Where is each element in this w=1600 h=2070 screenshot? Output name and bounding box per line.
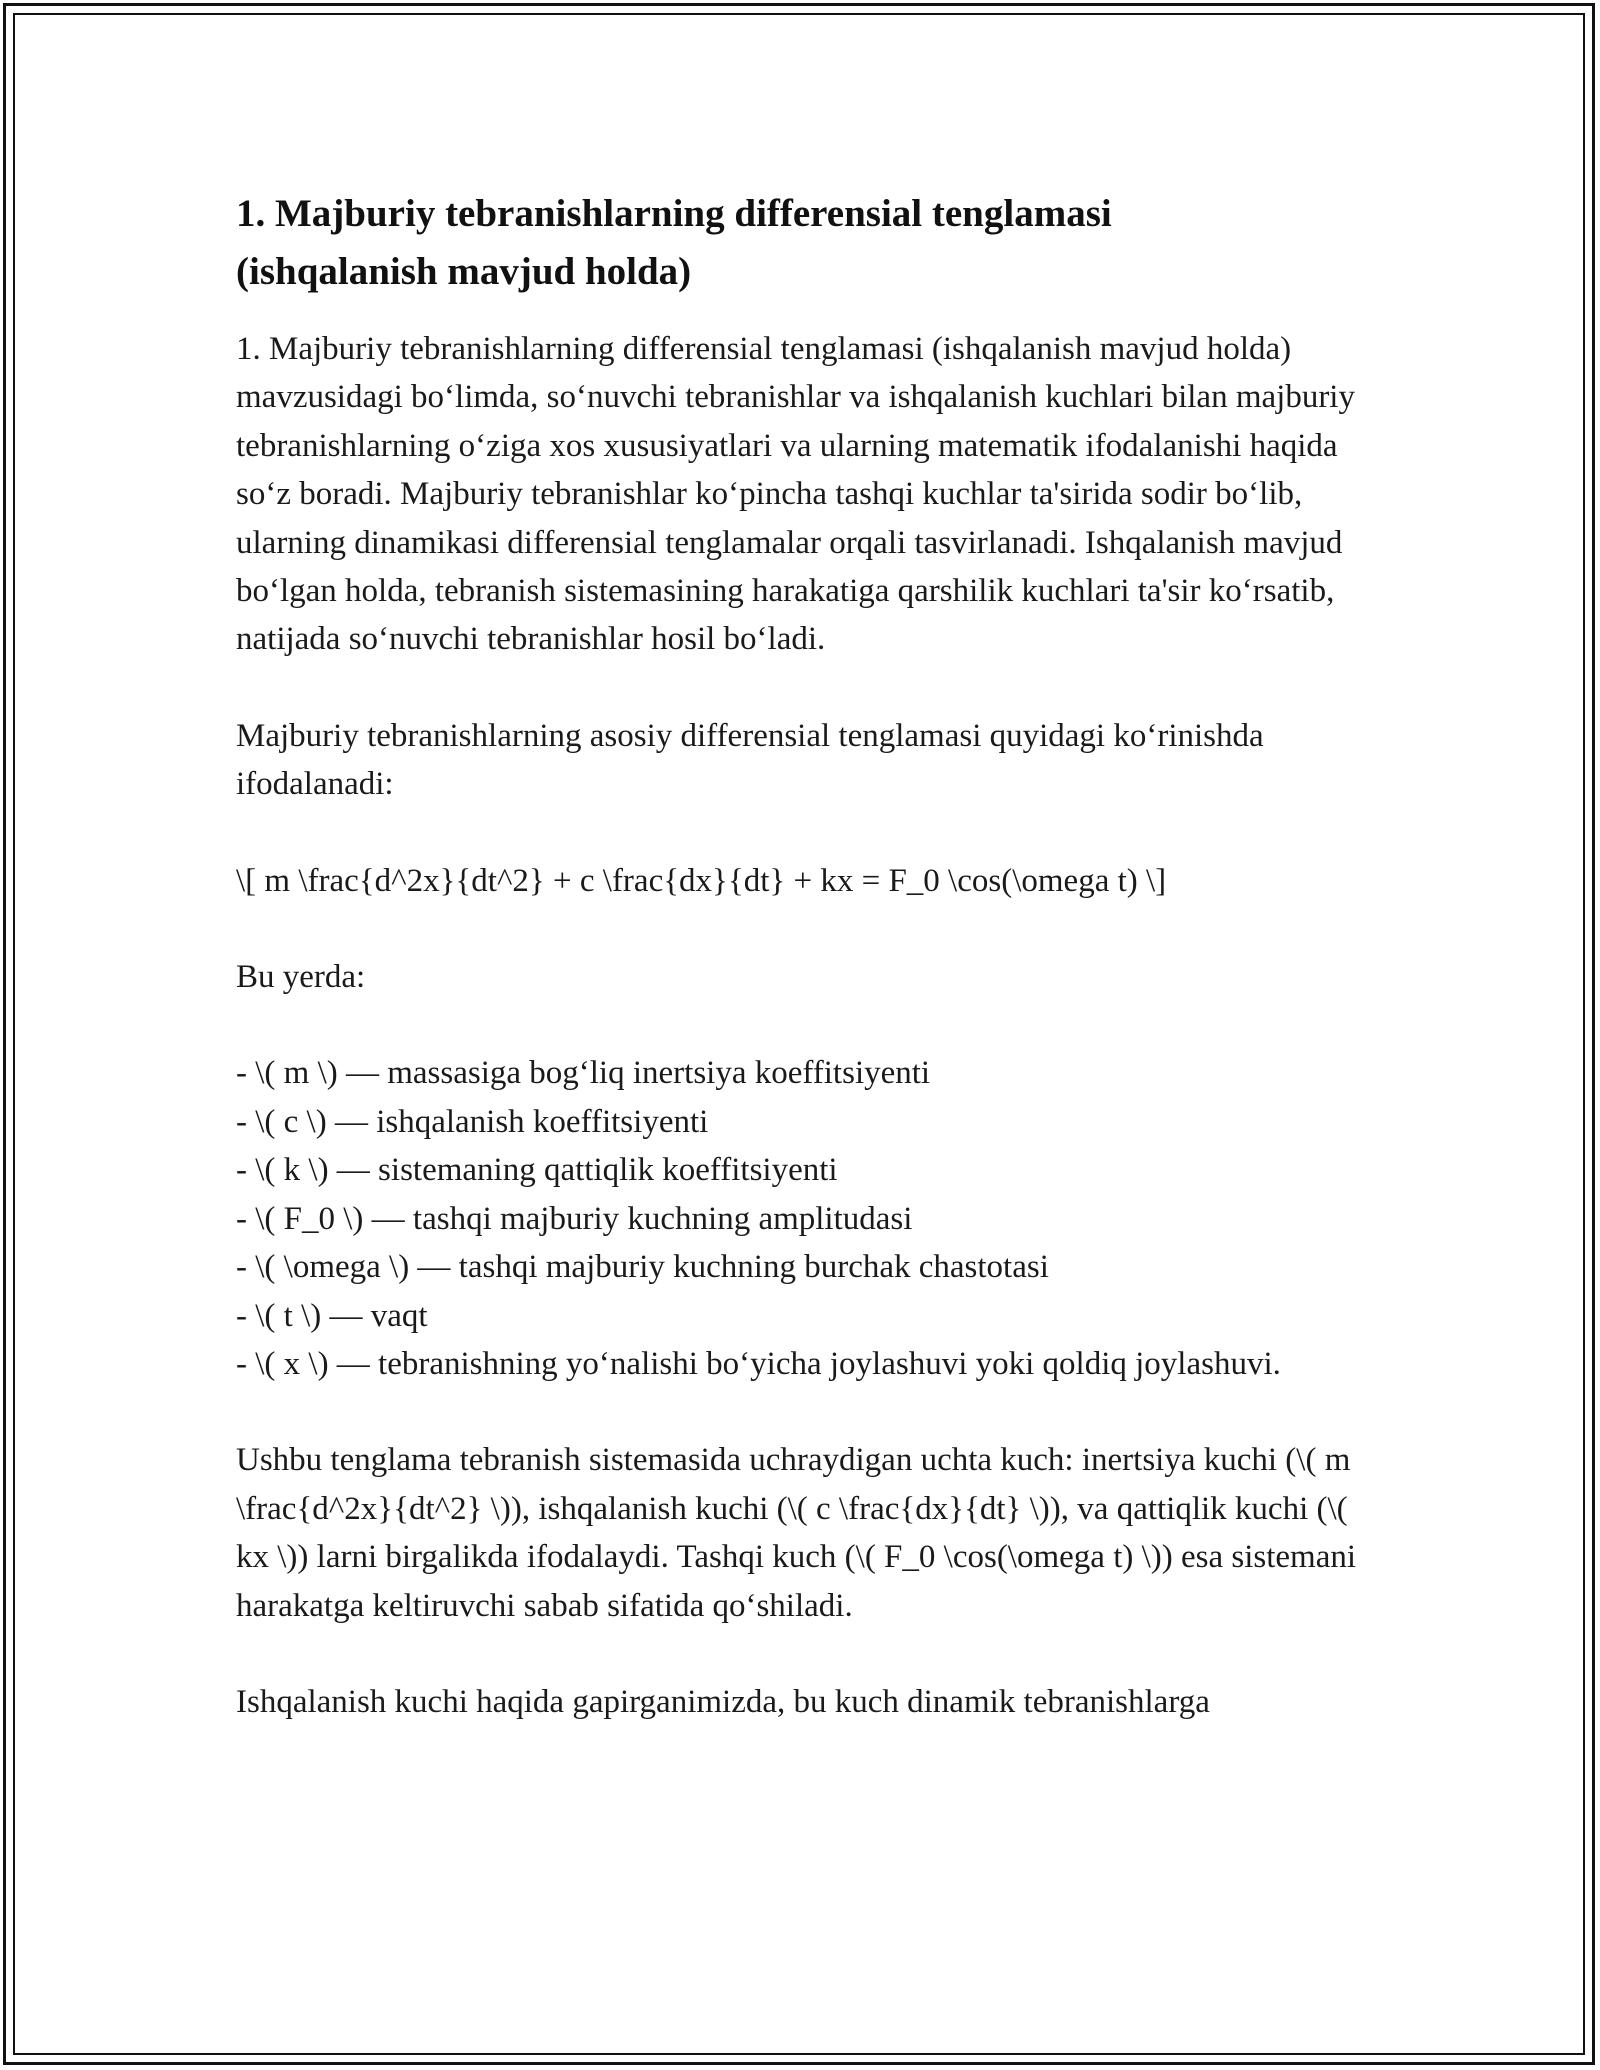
definitions-list — [236, 1049, 1366, 1388]
heading-line-1: 1. Majburiy tebranishlarning differensial tenglamasi — [236, 192, 1112, 235]
definition-item: - \( \omega \) — tashqi majburiy kuchning burchak chastotasi — [236, 1249, 1049, 1286]
intro-paragraph: 1. Majburiy tebranishlarning differensial tenglamasi (ishqalanish mavjud holda) mavzusidagi bo‘limda, so‘nuvchi tebranishlar va ishqalanish kuchlari bilan majburiy tebranishlarning o‘ziga xos xususiyatlari va ularning matematik ifodalanishi haqida so‘z boradi. Majburiy tebranishlar ko‘pincha tashqi kuchlar ta'sirida sodir bo‘lib, ularning dinamikasi differensial tenglamalar orqali tasvirlanadi. Ishqalanish mavjud bo‘lgan holda, tebranish sistemasining harakatiga qarshilik kuchlari ta'sir ko‘rsatib, natijada so‘nuvchi tebranishlar hosil bo‘ladi. — [236, 331, 1355, 658]
equation-line: \[ m \frac{d^2x}{dt^2} + c \frac{dx}{dt} + kx = F_0 \cos(\omega t) \] — [236, 862, 1167, 899]
definition-item: - \( k \) — sistemaning qattiqlik koeffitsiyenti — [236, 1152, 838, 1189]
definition-item: - \( t \) — vaqt — [236, 1297, 428, 1334]
where-label: Bu yerda: — [236, 959, 366, 996]
paragraph-spacer — [236, 664, 1366, 712]
trailing-paragraph: Ishqalanish kuchi haqida gapirganimizda, bu kuch dinamik tebranishlarga — [236, 1683, 1210, 1720]
definition-item: - \( c \) — ishqalanish koeffitsiyenti — [236, 1103, 709, 1140]
document-body — [236, 185, 1366, 1726]
definition-item: - \( x \) — tebranishning yo‘nalishi bo‘yicha joylashuvi yoki qoldiq joylashuvi. — [236, 1345, 1281, 1382]
paragraph-spacer — [236, 809, 1366, 857]
definition-item: - \( F_0 \) — tashqi majburiy kuchning amplitudasi — [236, 1200, 913, 1237]
paragraph-spacer — [236, 1388, 1366, 1436]
equation-intro-paragraph: Majburiy tebranishlarning asosiy differensial tenglamasi quyidagi ko‘rinishda ifodalanadi: — [236, 717, 1264, 803]
paragraph-spacer — [236, 905, 1366, 953]
definition-item: - \( m \) — massasiga bog‘liq inertsiya koeffitsiyenti — [236, 1055, 931, 1092]
heading-line-2: (ishqalanish mavjud holda) — [236, 250, 692, 293]
section-heading — [236, 185, 1366, 301]
paragraph-spacer — [236, 1630, 1366, 1678]
forces-paragraph: Ushbu tenglama tebranish sistemasida uchraydigan uchta kuch: inertsiya kuchi (\( m \frac{d^2x}{dt^2} \)), ishqalanish kuchi (\( c \frac{dx}{dt} \)), va qattiqlik kuchi (\( kx \)) larni birgalikda ifodalaydi. Tashqi kuch (\( F_0 \cos(\omega t) \)) esa sistemani harakatga keltiruvchi sabab sifatida qo‘shiladi. — [236, 1442, 1357, 1624]
paragraph-spacer — [236, 1001, 1366, 1049]
